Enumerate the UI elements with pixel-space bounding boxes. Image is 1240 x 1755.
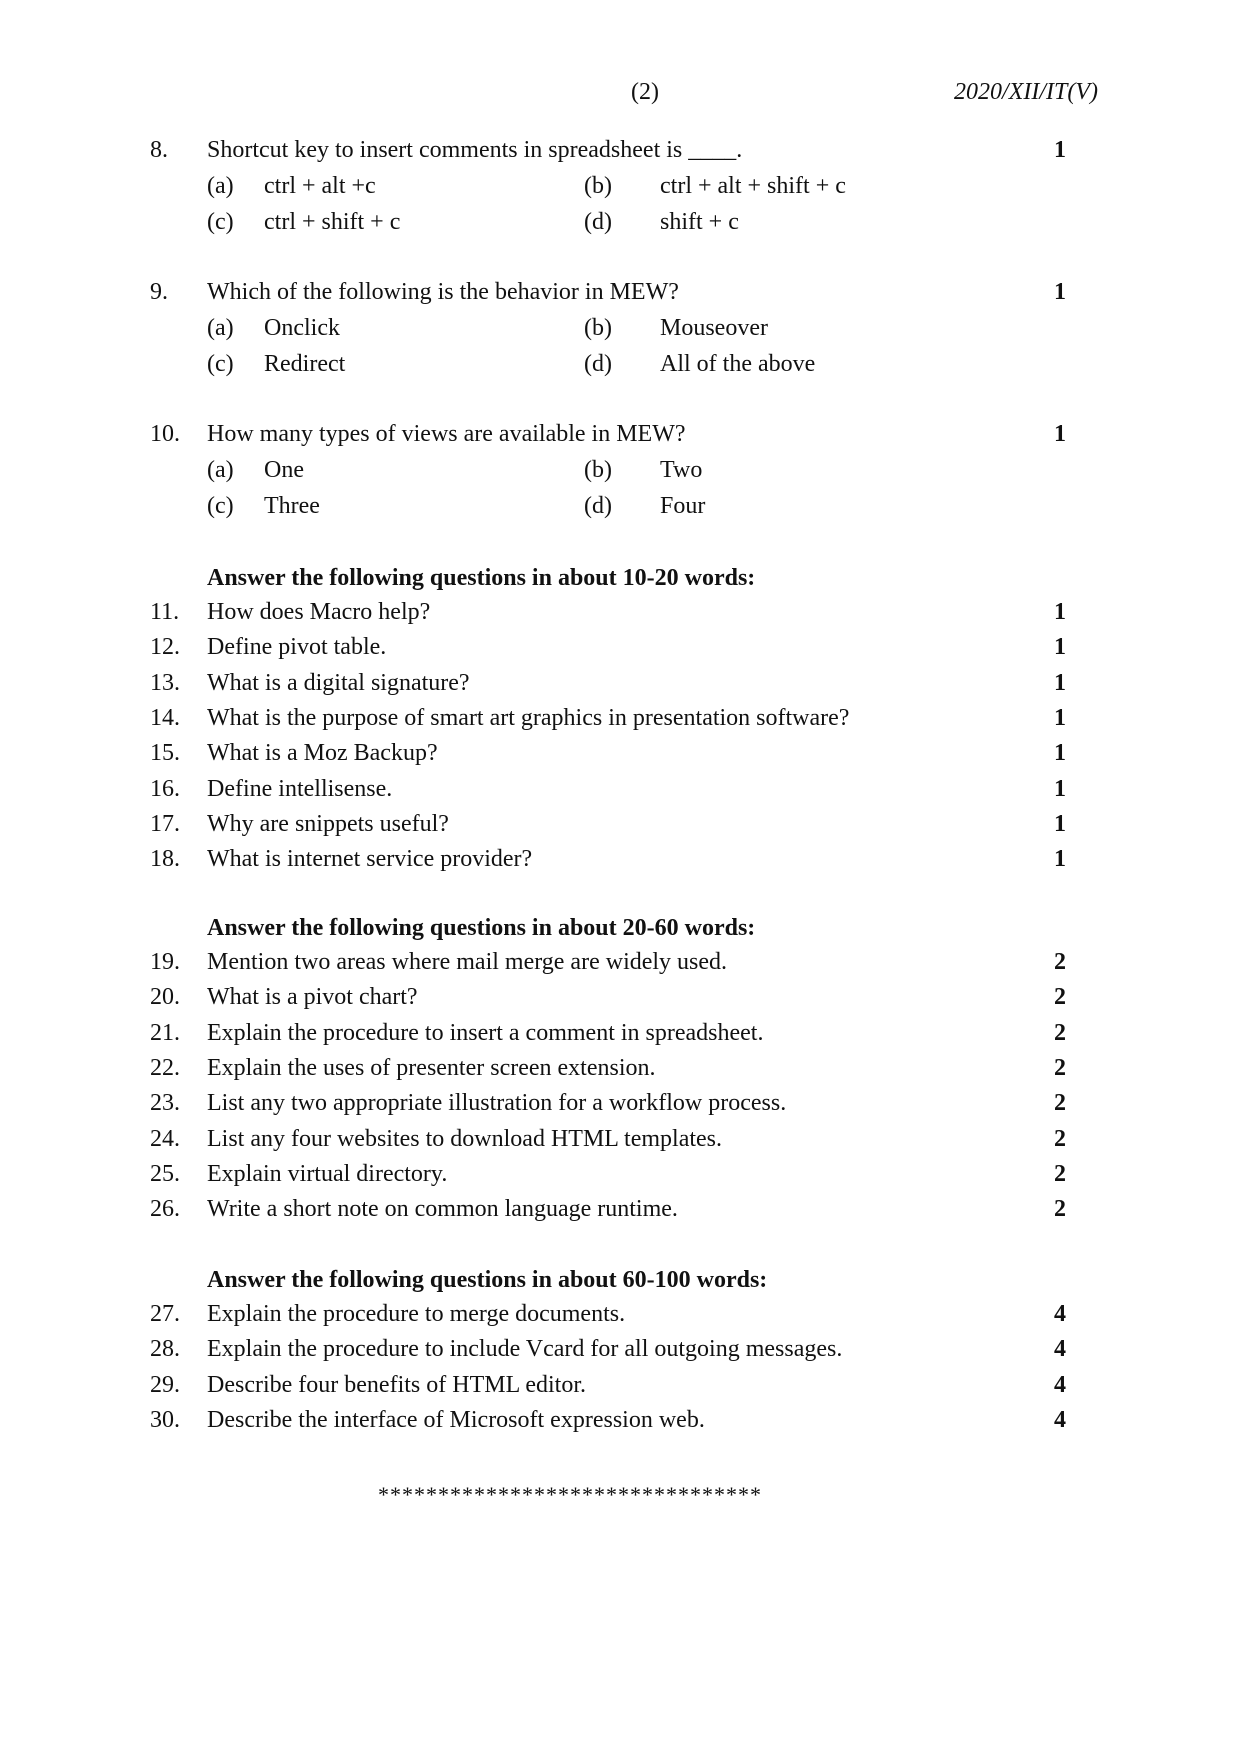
option-text: shift + c (660, 209, 739, 235)
question-text: How many types of views are available in MEW? (207, 421, 686, 447)
question-row (0, 1404, 1240, 1436)
question-marks: 1 (1054, 740, 1066, 766)
question-row (0, 702, 1240, 734)
question-number: 9. (150, 279, 168, 305)
end-of-paper-stars: ******************************** (378, 1482, 762, 1507)
option-label: (b) (584, 457, 612, 483)
section-heading-row (0, 562, 1240, 594)
question-row (0, 134, 1240, 166)
question-row (0, 843, 1240, 875)
question-text: Explain virtual directory. (207, 1161, 448, 1187)
question-text: Explain the procedure to merge documents. (207, 1301, 626, 1327)
question-marks: 1 (1054, 634, 1066, 660)
option-row (0, 206, 1240, 238)
section-heading-row (0, 1264, 1240, 1296)
question-marks: 1 (1054, 279, 1066, 305)
question-marks: 2 (1054, 1020, 1066, 1046)
question-number: 20. (150, 984, 180, 1010)
question-row (0, 1333, 1240, 1365)
section-heading-row (0, 912, 1240, 944)
question-marks: 2 (1054, 1090, 1066, 1116)
question-number: 22. (150, 1055, 180, 1081)
question-text: What is internet service provider? (207, 846, 533, 872)
section-heading: Answer the following questions in about 60-100 words: (207, 1267, 768, 1293)
option-text: Three (264, 493, 320, 519)
section-heading: Answer the following questions in about 20-60 words: (207, 915, 756, 941)
option-label: (b) (584, 315, 612, 341)
option-label: (c) (207, 351, 234, 377)
question-number: 30. (150, 1407, 180, 1433)
question-marks: 2 (1054, 1055, 1066, 1081)
question-number: 23. (150, 1090, 180, 1116)
question-text: Explain the procedure to include Vcard for all outgoing messages. (207, 1336, 843, 1362)
option-text: Two (660, 457, 703, 483)
question-number: 16. (150, 776, 180, 802)
question-text: Describe the interface of Microsoft expression web. (207, 1407, 705, 1433)
question-text: What is a digital signature? (207, 670, 470, 696)
question-row (0, 1158, 1240, 1190)
question-number: 11. (150, 599, 180, 625)
question-number: 29. (150, 1372, 180, 1398)
option-row (0, 312, 1240, 344)
question-marks: 4 (1054, 1372, 1066, 1398)
question-number: 27. (150, 1301, 180, 1327)
question-number: 8. (150, 137, 168, 163)
question-text: Explain the uses of presenter screen extension. (207, 1055, 656, 1081)
question-marks: 2 (1054, 949, 1066, 975)
option-label: (d) (584, 493, 612, 519)
question-row (0, 1369, 1240, 1401)
question-text: How does Macro help? (207, 599, 431, 625)
question-number: 13. (150, 670, 180, 696)
option-text: ctrl + alt +c (264, 173, 376, 199)
question-marks: 1 (1054, 776, 1066, 802)
question-marks: 2 (1054, 1126, 1066, 1152)
option-text: Redirect (264, 351, 346, 377)
option-label: (d) (584, 351, 612, 377)
question-text: Which of the following is the behavior in MEW? (207, 279, 679, 305)
question-marks: 4 (1054, 1336, 1066, 1362)
question-text: Shortcut key to insert comments in spreadsheet is ____. (207, 137, 743, 163)
question-number: 19. (150, 949, 180, 975)
question-text: Define pivot table. (207, 634, 387, 660)
paper-code: 2020/XII/IT(V) (954, 79, 1098, 105)
question-row (0, 1193, 1240, 1225)
question-marks: 1 (1054, 599, 1066, 625)
question-text: What is a Moz Backup? (207, 740, 438, 766)
question-marks: 2 (1054, 1196, 1066, 1222)
option-text: Onclick (264, 315, 340, 341)
option-label: (a) (207, 457, 234, 483)
question-text: List any two appropriate illustration for a workflow process. (207, 1090, 787, 1116)
question-marks: 1 (1054, 670, 1066, 696)
question-number: 10. (150, 421, 180, 447)
question-text: Describe four benefits of HTML editor. (207, 1372, 586, 1398)
question-marks: 4 (1054, 1301, 1066, 1327)
question-number: 21. (150, 1020, 180, 1046)
option-row (0, 490, 1240, 522)
question-row (0, 631, 1240, 663)
question-text: Explain the procedure to insert a comment in spreadsheet. (207, 1020, 764, 1046)
question-row (0, 946, 1240, 978)
question-row (0, 667, 1240, 699)
option-label: (d) (584, 209, 612, 235)
option-text: ctrl + alt + shift + c (660, 173, 846, 199)
option-row (0, 170, 1240, 202)
question-text: Write a short note on common language runtime. (207, 1196, 678, 1222)
question-row (0, 1017, 1240, 1049)
option-label: (b) (584, 173, 612, 199)
question-marks: 1 (1054, 705, 1066, 731)
question-row (0, 1087, 1240, 1119)
question-number: 15. (150, 740, 180, 766)
question-marks: 2 (1054, 1161, 1066, 1187)
question-marks: 1 (1054, 421, 1066, 447)
option-row (0, 348, 1240, 380)
question-text: What is the purpose of smart art graphics in presentation software? (207, 705, 850, 731)
option-row (0, 454, 1240, 486)
option-text: Mouseover (660, 315, 768, 341)
question-row (0, 1052, 1240, 1084)
question-number: 24. (150, 1126, 180, 1152)
question-text: List any four websites to download HTML templates. (207, 1126, 723, 1152)
question-row (0, 773, 1240, 805)
question-text: Define intellisense. (207, 776, 393, 802)
question-row (0, 737, 1240, 769)
section-heading: Answer the following questions in about 10-20 words: (207, 565, 756, 591)
option-label: (a) (207, 173, 234, 199)
question-row (0, 596, 1240, 628)
question-number: 14. (150, 705, 180, 731)
question-row (0, 981, 1240, 1013)
question-marks: 4 (1054, 1407, 1066, 1433)
question-number: 17. (150, 811, 180, 837)
option-text: Four (660, 493, 706, 519)
question-number: 26. (150, 1196, 180, 1222)
question-marks: 2 (1054, 984, 1066, 1010)
question-row (0, 1123, 1240, 1155)
question-number: 12. (150, 634, 180, 660)
question-text: Mention two areas where mail merge are widely used. (207, 949, 728, 975)
option-label: (c) (207, 493, 234, 519)
question-row (0, 276, 1240, 308)
question-number: 25. (150, 1161, 180, 1187)
option-label: (c) (207, 209, 234, 235)
question-number: 18. (150, 846, 180, 872)
question-row (0, 1298, 1240, 1330)
option-label: (a) (207, 315, 234, 341)
question-row (0, 418, 1240, 450)
question-number: 28. (150, 1336, 180, 1362)
option-text: All of the above (660, 351, 816, 377)
page-number: (2) (631, 79, 659, 105)
question-text: Why are snippets useful? (207, 811, 449, 837)
question-marks: 1 (1054, 846, 1066, 872)
question-marks: 1 (1054, 811, 1066, 837)
question-text: What is a pivot chart? (207, 984, 418, 1010)
option-text: ctrl + shift + c (264, 209, 401, 235)
option-text: One (264, 457, 304, 483)
question-marks: 1 (1054, 137, 1066, 163)
question-row (0, 808, 1240, 840)
